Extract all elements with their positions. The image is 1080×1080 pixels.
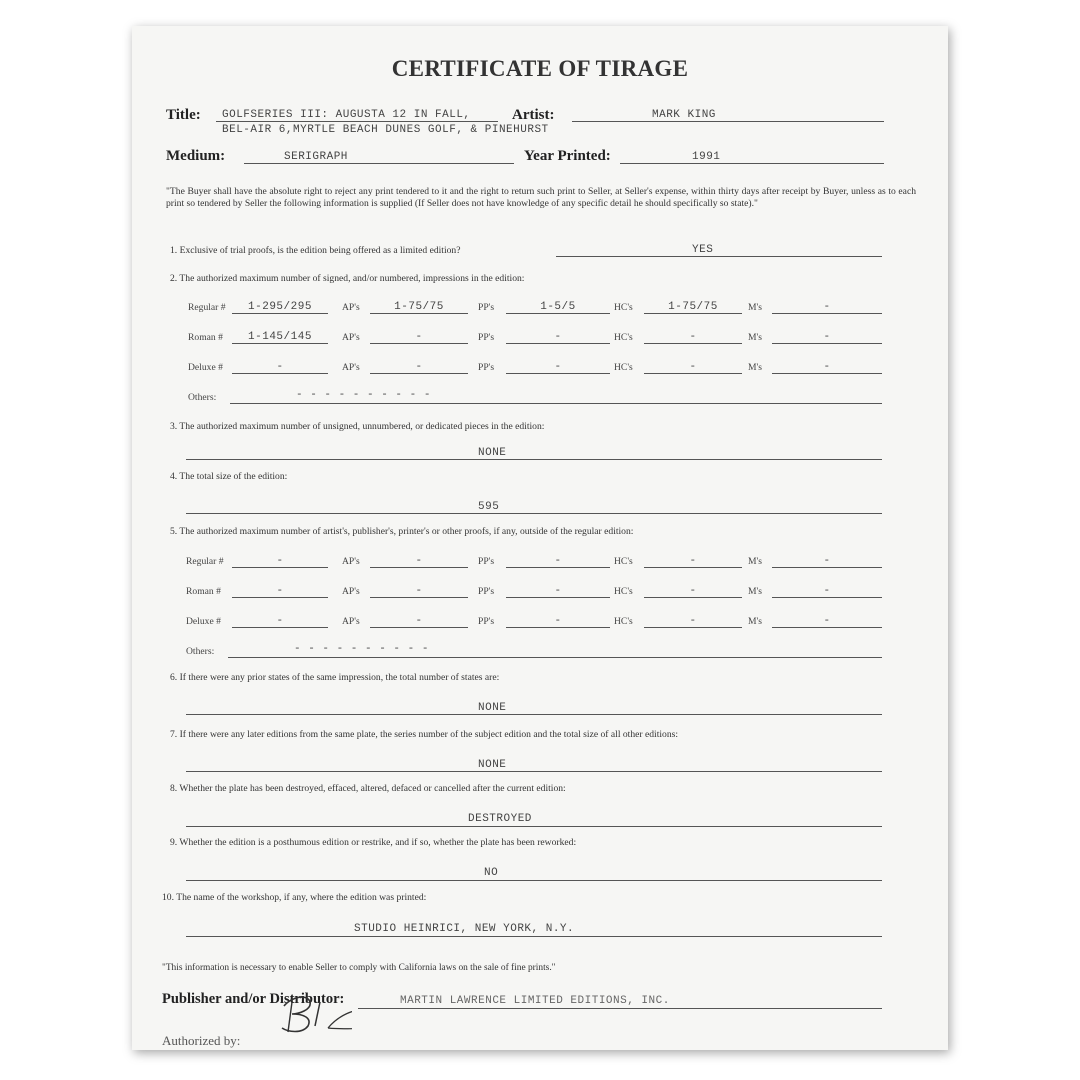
q2-roman-pp-line	[506, 343, 610, 344]
q2-deluxe-hc-label: HC's	[614, 362, 633, 373]
q5-regular-m-value: -	[823, 555, 831, 567]
q5-deluxe-ap-value: -	[415, 615, 423, 627]
q2-row-label-roman: Roman #	[188, 332, 223, 343]
q2-roman-hc-value: -	[689, 331, 697, 343]
q2-regular-hc-value: 1-75/75	[668, 301, 718, 313]
answer-6-line	[186, 714, 882, 715]
q2-roman-ap-label: AP's	[342, 332, 360, 343]
q2-regular-m-line	[772, 313, 882, 314]
q2-deluxe-pp-label: PP's	[478, 362, 495, 373]
artist-underline	[572, 121, 884, 122]
q5-row-label-roman: Roman #	[186, 586, 221, 597]
q5-regular-pp-line	[506, 567, 610, 568]
year-value: 1991	[692, 151, 721, 163]
q5-roman-ap-value: -	[415, 585, 423, 597]
q5-roman-m-line	[772, 597, 882, 598]
q5-deluxe-pp-value: -	[554, 615, 562, 627]
question-5: 5. The authorized maximum number of artist's, publisher's, printer's or other proofs, if any, outside of the regular edition:	[170, 526, 634, 537]
q5-roman-num-value: -	[276, 585, 284, 597]
q5-roman-m-value: -	[823, 585, 831, 597]
q5-deluxe-hc-label: HC's	[614, 616, 633, 627]
answer-9: NO	[484, 867, 499, 879]
publisher-value: MARTIN LAWRENCE LIMITED EDITIONS, INC.	[400, 995, 670, 1007]
q2-roman-pp-value: -	[554, 331, 562, 343]
q2-deluxe-ap-value: -	[415, 361, 423, 373]
q2-regular-pp-line	[506, 313, 610, 314]
question-9: 9. Whether the edition is a posthumous edition or restrike, and if so, whether the plate has been reworked:	[170, 837, 577, 848]
question-8: 8. Whether the plate has been destroyed, effaced, altered, defaced or cancelled after the current edition:	[170, 783, 566, 794]
q2-roman-ap-value: -	[415, 331, 423, 343]
year-underline	[620, 163, 884, 164]
artist-value: MARK KING	[652, 109, 716, 121]
q2-deluxe-pp-line	[506, 373, 610, 374]
q2-deluxe-m-value: -	[823, 361, 831, 373]
q2-roman-pp-label: PP's	[478, 332, 495, 343]
q5-roman-hc-line	[644, 597, 742, 598]
q5-roman-ap-label: AP's	[342, 586, 360, 597]
answer-10-line	[186, 936, 882, 937]
artist-label: Artist:	[512, 107, 555, 123]
q5-regular-num-value: -	[276, 555, 284, 567]
q5-roman-pp-line	[506, 597, 610, 598]
q5-roman-pp-label: PP's	[478, 586, 495, 597]
publisher-underline	[358, 1008, 882, 1009]
q5-regular-m-label: M's	[748, 556, 762, 567]
q5-deluxe-hc-line	[644, 627, 742, 628]
q2-regular-m-value: -	[823, 301, 831, 313]
medium-value: SERIGRAPH	[284, 151, 348, 163]
answer-10: STUDIO HEINRICI, NEW YORK, N.Y.	[354, 923, 575, 935]
footer-note: "This information is necessary to enable Seller to comply with California laws on the sale of fine prints."	[162, 963, 556, 973]
q2-row-label-regular: Regular #	[188, 302, 226, 313]
q2-regular-ap-line	[370, 313, 468, 314]
q5-roman-hc-label: HC's	[614, 586, 633, 597]
q5-others-value: - - - - - - - - - -	[294, 643, 429, 655]
q2-regular-hc-label: HC's	[614, 302, 633, 313]
answer-3-line	[186, 459, 882, 460]
q5-deluxe-hc-value: -	[689, 615, 697, 627]
q2-deluxe-num-value: -	[276, 361, 284, 373]
q2-regular-hc-line	[644, 313, 742, 314]
q2-regular-m-label: M's	[748, 302, 762, 313]
medium-underline	[244, 163, 514, 164]
q2-others-line	[230, 403, 882, 404]
answer-8-line	[186, 826, 882, 827]
q2-row-label-deluxe: Deluxe #	[188, 362, 223, 373]
document-title: CERTIFICATE OF TIRAGE	[391, 56, 689, 81]
q2-deluxe-m-line	[772, 373, 882, 374]
q2-roman-num-line	[232, 343, 328, 344]
q2-roman-ap-line	[370, 343, 468, 344]
q5-row-label-regular: Regular #	[186, 556, 224, 567]
q5-roman-hc-value: -	[689, 585, 697, 597]
q2-deluxe-hc-line	[644, 373, 742, 374]
authorized-label: Authorized by:	[162, 1033, 241, 1048]
answer-1-line	[556, 256, 882, 257]
q5-row-label-deluxe: Deluxe #	[186, 616, 221, 627]
q2-deluxe-hc-value: -	[689, 361, 697, 373]
title-value-continued: BEL-AIR 6,MYRTLE BEACH DUNES GOLF, & PINEHURST	[222, 124, 549, 136]
q5-regular-ap-line	[370, 567, 468, 568]
q5-regular-ap-label: AP's	[342, 556, 360, 567]
certificate-document	[132, 26, 948, 1050]
answer-4: 595	[478, 501, 500, 513]
q2-regular-num-value: 1-295/295	[248, 301, 312, 313]
question-2: 2. The authorized maximum number of signed, and/or numbered, impressions in the edition:	[170, 273, 525, 284]
q5-regular-hc-line	[644, 567, 742, 568]
q5-regular-m-line	[772, 567, 882, 568]
q5-roman-pp-value: -	[554, 585, 562, 597]
q2-regular-ap-label: AP's	[342, 302, 360, 313]
q2-regular-ap-value: 1-75/75	[394, 301, 444, 313]
q5-regular-hc-value: -	[689, 555, 697, 567]
medium-label: Medium:	[166, 148, 226, 164]
q2-roman-m-label: M's	[748, 332, 762, 343]
q5-roman-m-label: M's	[748, 586, 762, 597]
answer-9-line	[186, 880, 882, 881]
q5-deluxe-num-value: -	[276, 615, 284, 627]
q2-others-label: Others:	[188, 392, 217, 403]
q5-roman-ap-line	[370, 597, 468, 598]
q5-deluxe-ap-line	[370, 627, 468, 628]
q2-regular-pp-value: 1-5/5	[540, 301, 576, 313]
q5-deluxe-pp-line	[506, 627, 610, 628]
q5-regular-num-line	[232, 567, 328, 568]
answer-8: DESTROYED	[468, 813, 532, 825]
q5-deluxe-m-value: -	[823, 615, 831, 627]
answer-1: YES	[692, 244, 714, 256]
year-label: Year Printed:	[524, 148, 611, 164]
q2-deluxe-m-label: M's	[748, 362, 762, 373]
q5-deluxe-m-label: M's	[748, 616, 762, 627]
q2-roman-m-value: -	[823, 331, 831, 343]
question-4: 4. The total size of the edition:	[170, 471, 288, 482]
question-7: 7. If there were any later editions from the same plate, the series number of the subject edition and the total size of all other editions:	[170, 729, 679, 740]
q5-regular-ap-value: -	[415, 555, 423, 567]
question-6: 6. If there were any prior states of the same impression, the total number of states are:	[170, 672, 500, 683]
q5-deluxe-m-line	[772, 627, 882, 628]
question-3: 3. The authorized maximum number of unsigned, unnumbered, or dedicated pieces in the edition:	[170, 421, 545, 432]
q2-roman-num-value: 1-145/145	[248, 331, 312, 343]
q2-deluxe-ap-line	[370, 373, 468, 374]
title-underline	[216, 121, 498, 122]
q2-deluxe-num-line	[232, 373, 328, 374]
q2-regular-num-line	[232, 313, 328, 314]
answer-4-line	[186, 513, 882, 514]
question-10: 10. The name of the workshop, if any, where the edition was printed:	[162, 892, 427, 903]
signature	[132, 988, 352, 1048]
q5-deluxe-ap-label: AP's	[342, 616, 360, 627]
q5-regular-pp-value: -	[554, 555, 562, 567]
answer-6: NONE	[478, 702, 507, 714]
title-label: Title:	[166, 107, 201, 123]
buyer-rights-paragraph: "The Buyer shall have the absolute right to reject any print tendered to it and the right to return such print to Seller, at Seller's expense, within thirty days after receipt by Buyer, unless as to each print so tendered by Seller the following information is supplied (If Seller does not have knowledge of any specific detail he should specifically so state)."	[166, 186, 916, 209]
q2-roman-hc-label: HC's	[614, 332, 633, 343]
q5-roman-num-line	[232, 597, 328, 598]
q5-others-line	[228, 657, 882, 658]
answer-3: NONE	[478, 447, 507, 459]
q5-deluxe-pp-label: PP's	[478, 616, 495, 627]
q2-deluxe-ap-label: AP's	[342, 362, 360, 373]
q5-others-label: Others:	[186, 646, 215, 657]
q5-regular-hc-label: HC's	[614, 556, 633, 567]
q2-others-value: - - - - - - - - - -	[296, 389, 431, 401]
title-value: GOLFSERIES III: AUGUSTA 12 IN FALL,	[222, 109, 471, 121]
q2-regular-pp-label: PP's	[478, 302, 495, 313]
answer-7-line	[186, 771, 882, 772]
q2-roman-m-line	[772, 343, 882, 344]
answer-7: NONE	[478, 759, 507, 771]
question-1: 1. Exclusive of trial proofs, is the edition being offered as a limited edition?	[170, 245, 461, 256]
publisher-label: Publisher and/or Distributor:	[162, 991, 345, 1007]
q5-deluxe-num-line	[232, 627, 328, 628]
q5-regular-pp-label: PP's	[478, 556, 495, 567]
q2-deluxe-pp-value: -	[554, 361, 562, 373]
q2-roman-hc-line	[644, 343, 742, 344]
